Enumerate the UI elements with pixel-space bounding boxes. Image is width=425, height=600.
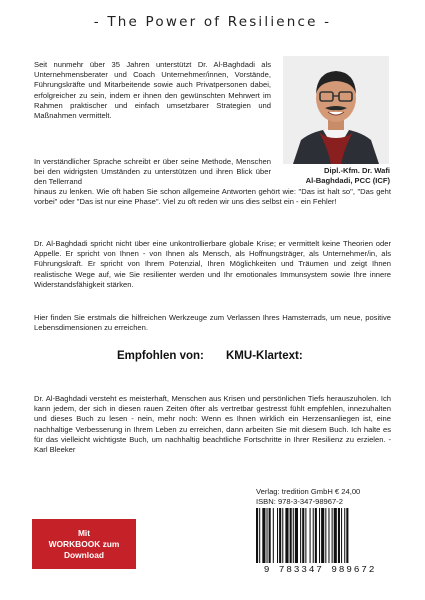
barcode-bar <box>277 508 278 563</box>
author-name-line1: Dipl.-Kfm. Dr. Wafi <box>324 166 390 175</box>
author-caption <box>270 166 390 186</box>
approach-paragraph: Dr. Al-Baghdadi spricht nicht über eine unkontrollierbare globale Krise; er vermittelt keine Theorien oder Appelle. Er spricht von Ihnen - von Ihnen als Mensch, als Hoffnungsträger, als Unternehmer/in, als Führungskraft. Er spricht von Ihrem Potenzial, Ihren Möglichkeiten und Träumen und zeigt Ihnen realistische Wege auf, wie Sie resilienter werden und Ihr emotionales Immunsystem sowie Ihre innere Widerstandsfähigkeit stärken. <box>34 239 391 289</box>
author-portrait-illustration <box>283 56 389 164</box>
barcode-bar <box>313 508 314 563</box>
tools-paragraph: Hier finden Sie erstmals die hilfreichen Werkzeuge zum Verlassen Ihres Hamsterrads, um neue, positive Lebensdimensionen zu erreichen. <box>34 313 391 333</box>
barcode-bar <box>334 508 337 563</box>
barcode-bar <box>273 508 274 563</box>
intro-paragraph: Seit nunmehr über 35 Jahren unterstützt Dr. Al-Baghdadi als Unternehmensberater und Coach Unternehmer/innen, Vorstände, Führungskräfte und Mitarbeitende sowie auch Privatpersonen dabei, erfolgreicher zu sein, indem er ihnen den gewünschten Mehrwert im Rahmen praktischer und einfach umsetzbarer Strategien und Maßnahmen vermittelt. <box>34 60 271 121</box>
barcode-bar <box>346 508 348 563</box>
publisher-price: Verlag: tredition GmbH € 24,00 <box>256 487 361 496</box>
barcode-bar <box>332 508 333 563</box>
barcode-bar <box>259 508 260 563</box>
barcode-bar <box>341 508 342 563</box>
barcode-number: 9 783347 989672 <box>263 564 377 575</box>
barcode-bar <box>344 508 345 563</box>
barcode-bar <box>267 508 268 563</box>
barcode-bar <box>321 508 324 563</box>
barcode-bar <box>328 508 329 563</box>
method-paragraph-start: In verständlicher Sprache schreibt er über seine Methode, Menschen bei den widrigsten Umständen zu unterstützen und ihren Blick über den Tellerrand <box>34 157 271 187</box>
barcode-bar <box>293 508 294 563</box>
isbn: ISBN: 978-3-347-98967-2 <box>256 497 343 506</box>
badge-line-2: WORKBOOK zum <box>48 538 120 549</box>
barcode-bar <box>262 508 265 563</box>
recommendation-source: KMU-Klartext: <box>226 350 303 362</box>
barcode <box>254 508 386 563</box>
barcode-bar <box>315 508 317 563</box>
barcode-bar <box>256 508 258 563</box>
badge-line-3: Download <box>63 549 104 560</box>
barcode-bar <box>310 508 311 563</box>
barcode-bar <box>300 508 301 563</box>
barcode-bar <box>302 508 304 563</box>
barcode-bar <box>319 508 320 563</box>
barcode-bar <box>285 508 288 563</box>
author-photo <box>283 56 389 164</box>
author-name-line2: Al-Baghdadi, PCC (ICF) <box>305 176 390 185</box>
barcode-bar <box>305 508 306 563</box>
barcode-bar <box>282 508 283 563</box>
review-quote: Dr. Al-Baghdadi versteht es meisterhaft, Menschen aus Krisen und persönlichen Tiefs herauszuholen. Ich kann jedem, der sich in diesen rauen Zeiten öfter als vertretbar gestresst fühlt empfehlen, innezuhalten und dieses Buch zu lesen - nein, mehr noch: Wenn es Ihnen wirklich ein Herzensanliegen ist, eine nachhaltige Verbesserung in Ihrem Leben zu erreichen, dann arbeiten Sie mit diesem Buch. Ich halte es für das vielleicht wichtigste Buch, um nachhaltig beachtliche Fortschritte in Ihrer Resilienz zu erzielen. - Karl Bleeker <box>34 394 391 455</box>
barcode-bar <box>338 508 340 563</box>
barcode-bar <box>269 508 271 563</box>
barcode-bar <box>325 508 326 563</box>
badge-line-1: Mit <box>77 527 91 538</box>
barcode-bar <box>295 508 298 563</box>
book-title: - The Power of Resilience - <box>93 14 332 30</box>
barcode-bar <box>290 508 292 563</box>
workbook-download-badge <box>32 519 136 569</box>
barcode-bar <box>279 508 281 563</box>
recommended-by-label: Empfohlen von: <box>117 350 204 362</box>
method-paragraph-end: hinaus zu lenken. Wie oft haben Sie schon allgemeine Antworten gehört wie: "Das ist halt so", "Das geht vorbei" oder "Das ist nur eine Phase". Viel zu oft reden wir uns dies selbst ein - ein Fehler! <box>34 187 391 207</box>
